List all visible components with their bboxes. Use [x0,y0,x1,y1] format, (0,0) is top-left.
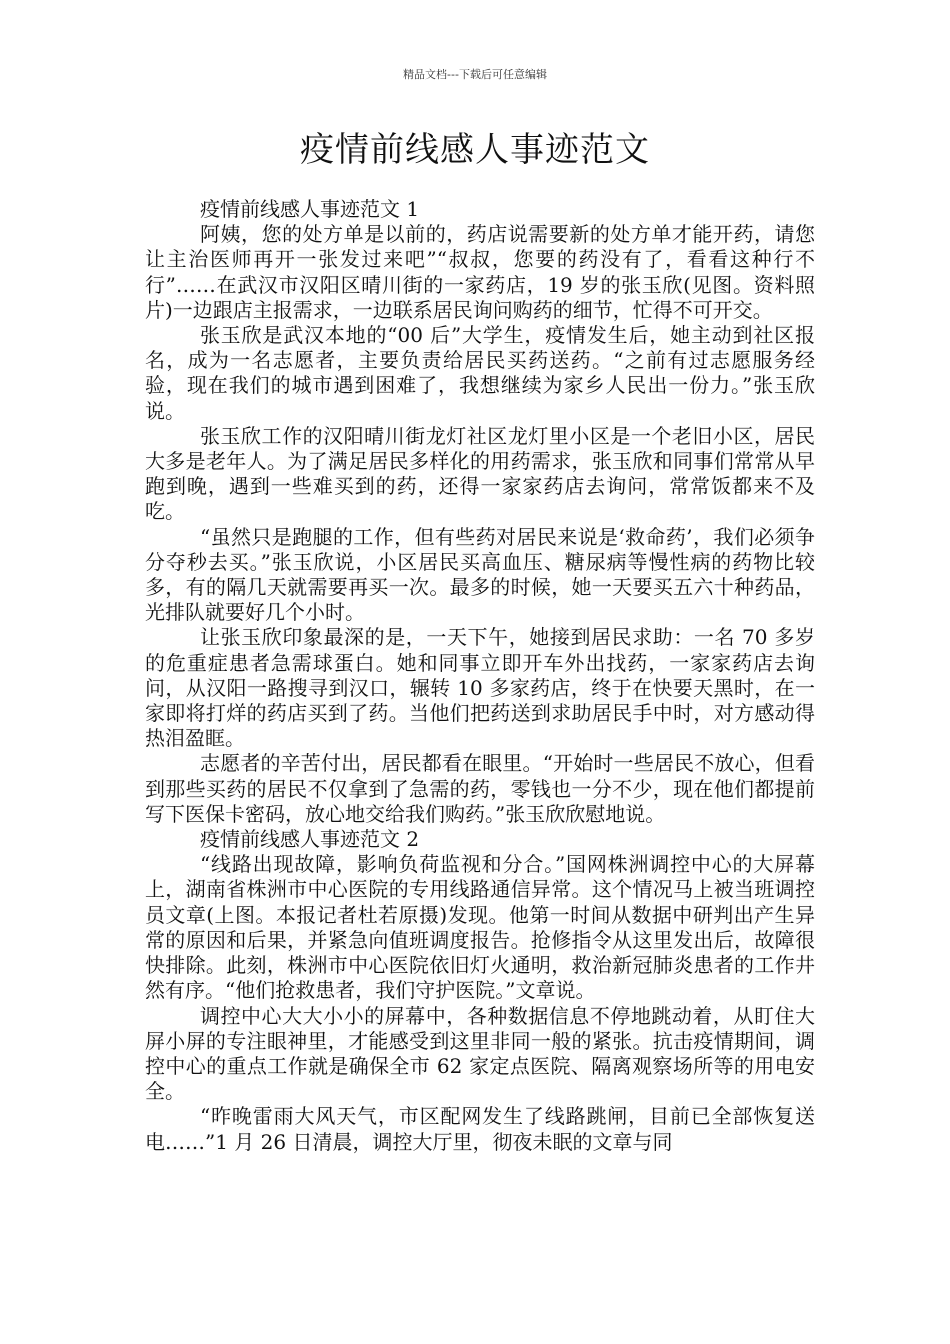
paragraph: 让张玉欣印象最深的是，一天下午，她接到居民求助：一名 70 多岁的危重症患者急需球蛋白。她和同事立即开车外出找药，一家家药店去询问，从汉阳一路搜寻到汉口，辗转 10 多家药店，终于在快要天黑时，在一家即将打烊的药店买到了药。当他们把药送到求助居民手中时，对方感动得热泪盈眶。 [145,625,815,751]
document-title: 疫情前线感人事迹范文 [300,130,650,170]
paragraph: “虽然只是跑腿的工作，但有些药对居民来说是‘救命药’，我们必须争分夺秒去买。”张玉欣说，小区居民买高血压、糖尿病等慢性病的药物比较多，有的隔几天就需要再买一次。最多的时候，她一天要买五六十种药品，光排队就要好几个小时。 [145,524,815,625]
section-heading: 疫情前线感人事迹范文 2 [200,827,420,852]
paragraph: “线路出现故障，影响负荷监视和分合。”国网株洲调控中心的大屏幕上，湖南省株洲市中心医院的专用线路通信异常。这个情况马上被当班调控员文章(上图。本报记者杜若原摄)发现。他第一时间从数据中研判出产生异常的原因和后果，并紧急向值班调度报告。抢修指令从这里发出后，故障很快排除。此刻，株洲市中心医院依旧灯火通明，救治新冠肺炎患者的工作井然有序。“他们抢救患者，我们守护医院。”文章说。 [145,852,815,1003]
paragraph: 阿姨，您的处方单是以前的，药店说需要新的处方单才能开药，请您让主治医师再开一张发过来吧”“叔叔，您要的药没有了，看看这种行不行”……在武汉市汉阳区晴川街的一家药店，19 岁的张玉欣(见图。资料照片)一边跟店主报需求，一边联系居民询问购药的细节，忙得不可开交。 [145,222,815,322]
paragraph: 张玉欣工作的汉阳晴川街龙灯社区龙灯里小区是一个老旧小区，居民大多是老年人。为了满足居民多样化的用药需求，张玉欣和同事们常常从早跑到晚，遇到一些难买到的药，还得一家家药店去询问，常常饭都来不及吃。 [145,423,815,524]
paragraph: 调控中心大大小小的屏幕中，各种数据信息不停地跳动着，从盯住大屏小屏的专注眼神里，才能感受到这里非同一般的紧张。抗击疫情期间，调控中心的重点工作就是确保全市 62 家定点医院、隔离观察场所等的用电安全。 [145,1003,815,1104]
section-heading: 疫情前线感人事迹范文 1 [200,197,420,221]
paragraph: 志愿者的辛苦付出，居民都看在眼里。“开始时一些居民不放心，但看到那些买药的居民不仅拿到了急需的药，零钱也一分不少，现在他们都提前写下医保卡密码，放心地交给我们购药。”张玉欣欣慰地说。 [145,751,815,826]
document-body [145,197,815,1155]
paragraph: “昨晚雷雨大风天气，市区配网发生了线路跳闸，目前已全部恢复送电……”1 月 26 日清晨，调控大厅里，彻夜未眠的文章与同 [145,1104,815,1154]
header-note: 精品文档---下载后可任意编辑 [403,68,547,81]
paragraph: 张玉欣是武汉本地的“00 后”大学生，疫情发生后，她主动到社区报名，成为一名志愿者，主要负责给居民买药送药。“之前有过志愿服务经验，现在我们的城市遇到困难了，我想继续为家乡人民出一份力。”张玉欣说。 [145,323,815,423]
